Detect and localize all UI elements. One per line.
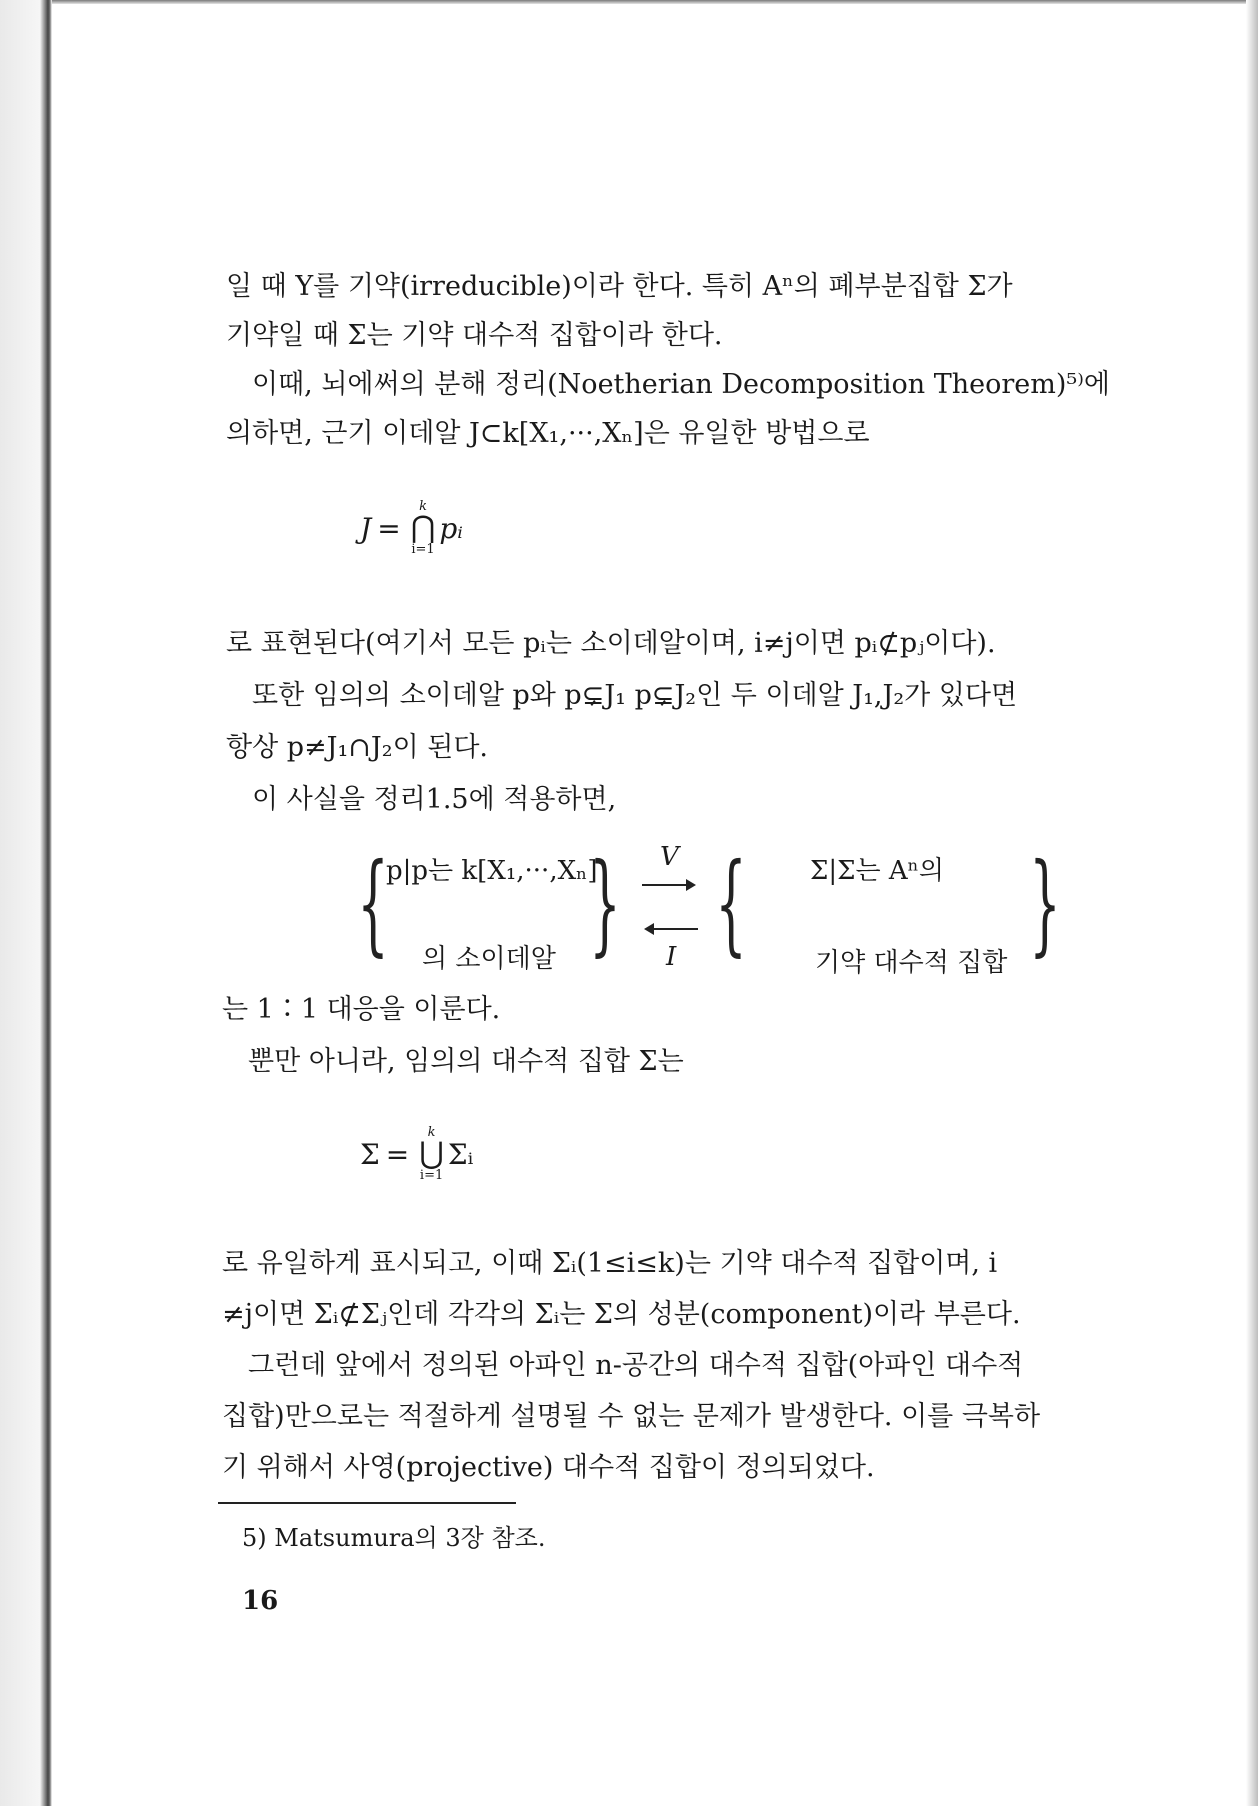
left-arrow-icon: [646, 928, 698, 930]
text-line: 뿐만 아니라, 임의의 대수적 집합 Σ는: [248, 1046, 684, 1077]
book-spine-edge: [0, 0, 52, 1806]
left-brace-close: }: [589, 839, 621, 967]
map-v-label: V: [660, 842, 679, 872]
equation-term: pᵢ: [439, 511, 463, 545]
left-set-top: p|p는 k[X₁,···,Xₙ]: [386, 856, 598, 886]
equation-term: Σᵢ: [447, 1137, 474, 1171]
paragraph-1-2: [226, 262, 1116, 458]
left-set-bottom: 의 소이데알: [422, 944, 556, 974]
upper-limit: k: [427, 1125, 436, 1140]
text-line: 또한 임의의 소이데알 p와 p⊊J₁ p⊊J₂인 두 이데알 J₁,J₂가 있다면: [252, 680, 1018, 711]
text-line: ≠j이면 Σᵢ⊄Σⱼ인데 각각의 Σᵢ는 Σ의 성분(component)이라 부른다.: [222, 1299, 1021, 1330]
text-line: 로 유일하게 표시되고, 이때 Σᵢ(1≤i≤k)는 기약 대수적 집합이며, i: [222, 1248, 998, 1279]
big-intersection-operator: [411, 500, 436, 556]
page-number: 16: [242, 1586, 279, 1616]
lower-limit: i=1: [411, 542, 435, 557]
text-line: 의하면, 근기 이데알 J⊂k[X₁,···,Xₙ]은 유일한 방법으로: [226, 418, 870, 449]
left-brace-open: {: [357, 839, 389, 967]
text-line: 기 위해서 사영(projective) 대수적 집합이 정의되었다.: [222, 1452, 875, 1483]
paragraph-5: [222, 1238, 1112, 1493]
footnote-divider: [218, 1502, 516, 1504]
equation-lhs: Σ: [360, 1137, 380, 1171]
right-brace-close: }: [1029, 839, 1061, 967]
page-right-edge: [1246, 0, 1258, 1806]
equation-equals: =: [385, 1137, 410, 1171]
right-set-bottom: 기약 대수적 집합: [815, 948, 1008, 978]
right-brace-open: {: [715, 839, 747, 967]
text-line: 는 1∶1 대응을 이룬다.: [222, 994, 501, 1025]
map-i-label: I: [666, 942, 677, 972]
big-union-operator: [419, 1126, 444, 1182]
right-set-top: Σ|Σ는 Aⁿ의: [810, 856, 945, 886]
text-line: 로 표현된다(여기서 모든 pᵢ는 소이데알이며, i≠j이면 pᵢ⊄pⱼ이다).: [226, 628, 996, 659]
upper-limit: k: [419, 499, 427, 514]
equation-union: [360, 1126, 473, 1182]
text-line: 기약일 때 Σ는 기약 대수적 집합이라 한다.: [226, 320, 723, 351]
text-line: 일 때 Y를 기약(irreducible)이라 한다. 특히 Aⁿ의 폐부분집합 Σ가: [226, 271, 1013, 302]
footnote: 5) Matsumura의 3장 참조.: [242, 1524, 546, 1552]
text-line: 이 사실을 정리1.5에 적용하면,: [252, 784, 617, 815]
text-line: 항상 p≠J₁∩J₂이 된다.: [226, 732, 488, 763]
paragraph-4: [222, 984, 1112, 1088]
text-line: 이때, 뇌에써의 분해 정리(Noetherian Decomposition Theorem)⁵⁾에: [252, 369, 1110, 400]
intersection-symbol: ⋂: [410, 510, 436, 545]
right-arrow-icon: [642, 884, 694, 886]
equation-lhs: J: [360, 511, 372, 545]
text-line: 그런데 앞에서 정의된 아파인 n-공간의 대수적 집합(아파인 대수적: [248, 1350, 1024, 1381]
paragraph-3: [226, 618, 1116, 826]
text-line: 집합)만으로는 적절하게 설명될 수 없는 문제가 발생한다. 이를 극복하: [222, 1401, 1041, 1432]
correspondence-diagram: [357, 839, 1061, 985]
equation-equals: =: [377, 511, 401, 545]
lower-limit: i=1: [419, 1168, 444, 1183]
union-symbol: ⋃: [419, 1136, 444, 1171]
equation-intersection: [360, 500, 463, 556]
